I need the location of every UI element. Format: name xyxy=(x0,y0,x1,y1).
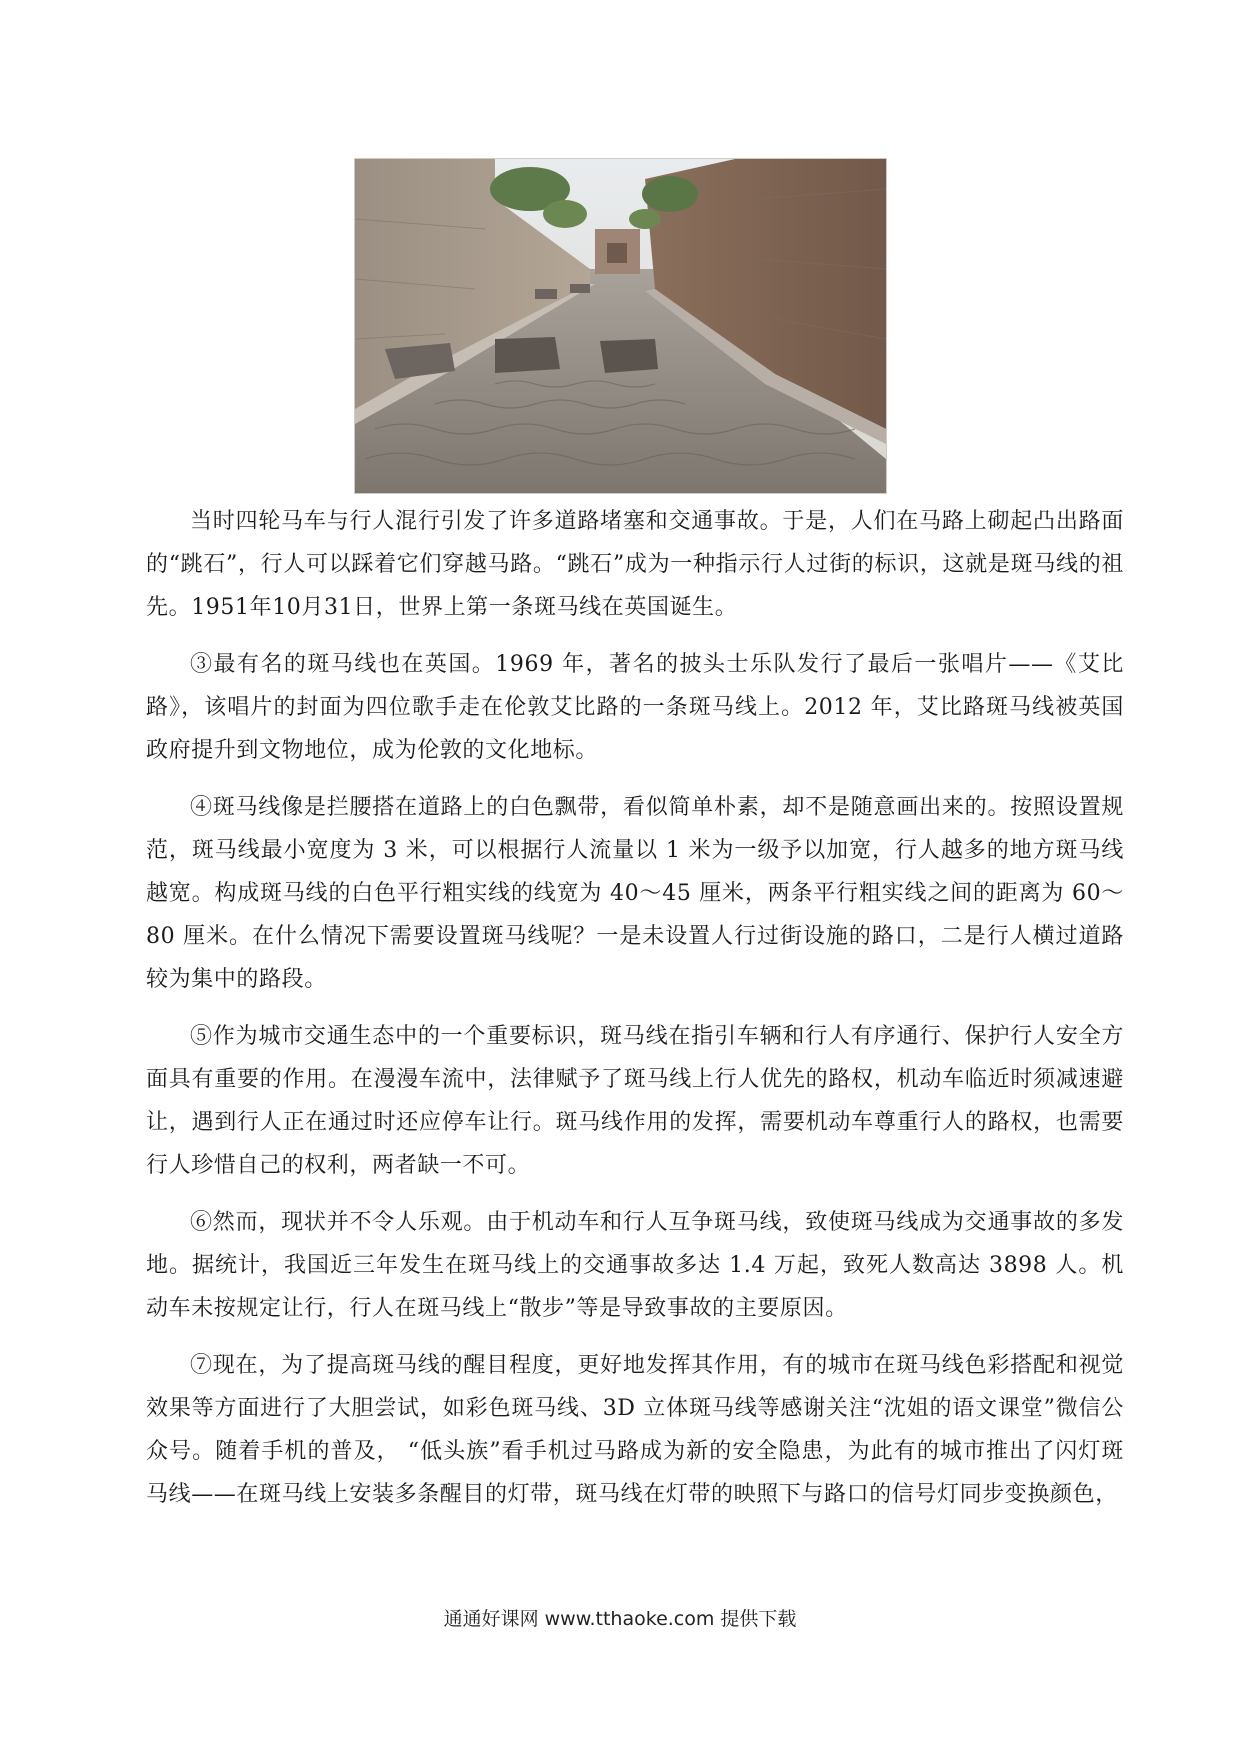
ancient-stone-street-photo-icon xyxy=(355,159,886,493)
paragraph-3: ③最有名的斑马线也在英国。1969 年，著名的披头士乐队发行了最后一张唱片——《艾比路》，该唱片的封面为四位歌手走在伦敦艾比路的一条斑马线上。2012 年，艾比路斑马线被英国政府提升到文物地位，成为伦敦的文化地标。 xyxy=(146,652,1124,763)
paragraph-4: ④斑马线像是拦腰搭在道路上的白色飘带，看似简单朴素，却不是随意画出来的。按照设置规范，斑马线最小宽度为 3 米，可以根据行人流量以 1 米为一级予以加宽，行人越多的地方斑马线越宽。构成斑马线的白色平行粗实线的线宽为 40～45 厘米，两条平行粗实线之间的距离为 60～80 厘米。在什么情况下需要设置斑马线呢？一是未设置人行过街设施的路口，二是行人横过道路较为集中的路段。 xyxy=(146,795,1124,992)
paragraph-7: ⑦现在，为了提高斑马线的醒目程度，更好地发挥其作用，有的城市在斑马线色彩搭配和视觉效果等方面进行了大胆尝试，如彩色斑马线、3D 立体斑马线等感谢关注“沈姐的语文课堂”微信公众号。随着手机的普及， “低头族”看手机过马路成为新的安全隐患，为此有的城市推出了闪灯斑马线——在斑马线上安装多条醒目的灯带，斑马线在灯带的映照下与路口的信号灯同步变换颜色， xyxy=(146,1353,1124,1507)
article-body xyxy=(146,500,1124,1530)
page-footer: 通通好课网 www.tthaoke.com 提供下载 xyxy=(443,1608,797,1630)
street-photo xyxy=(354,158,887,494)
paragraph-6: ⑥然而，现状并不令人乐观。由于机动车和行人互争斑马线，致使斑马线成为交通事故的多发地。据统计，我国近三年发生在斑马线上的交通事故多达 1.4 万起，致死人数高达 3898 人。机动车未按规定让行，行人在斑马线上“散步”等是导致事故的主要原因。 xyxy=(146,1210,1124,1321)
paragraph-1: 当时四轮马车与行人混行引发了许多道路堵塞和交通事故。于是，人们在马路上砌起凸出路面的“跳石”，行人可以踩着它们穿越马路。“跳石”成为一种指示行人过街的标识，这就是斑马线的祖先。1951年10月31日，世界上第一条斑马线在英国诞生。 xyxy=(146,509,1124,620)
paragraph-5: ⑤作为城市交通生态中的一个重要标识，斑马线在指引车辆和行人有序通行、保护行人安全方面具有重要的作用。在漫漫车流中，法律赋予了斑马线上行人优先的路权，机动车临近时须减速避让，遇到行人正在通过时还应停车让行。斑马线作用的发挥，需要机动车尊重行人的路权，也需要行人珍惜自己的权利，两者缺一不可。 xyxy=(146,1024,1124,1178)
